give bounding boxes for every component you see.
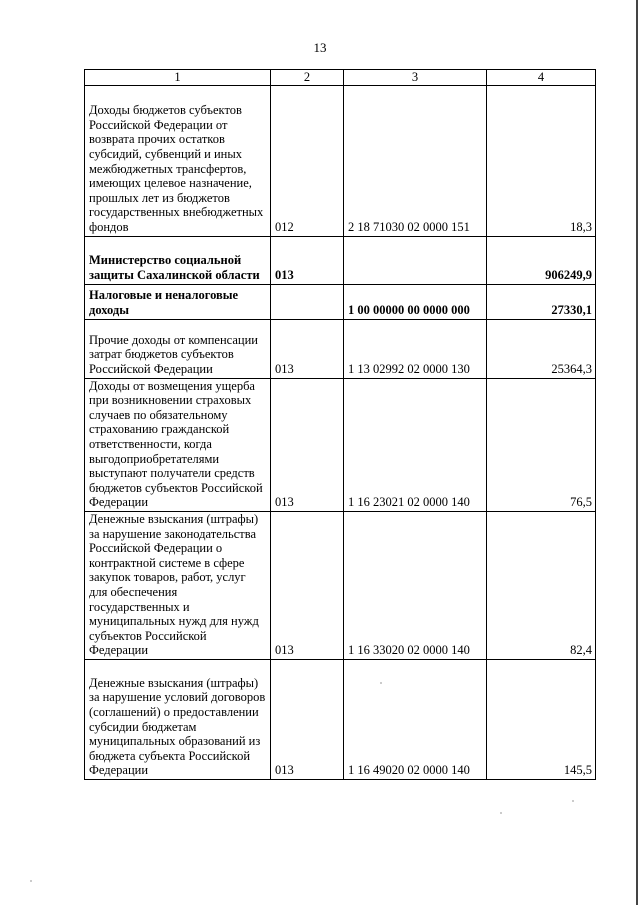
- scan-speck: [572, 800, 574, 802]
- column-header: 1: [85, 70, 271, 86]
- revenue-name-cell: Прочие доходы от компенсации затрат бюджетов субъектов Российской Федерации: [85, 319, 271, 378]
- revenue-table: [84, 69, 596, 780]
- table-row: [85, 659, 596, 779]
- column-header: 2: [271, 70, 344, 86]
- revenue-name-cell: Денежные взыскания (штрафы) за нарушение законодательства Российской Федерации о контрактной системе в сфере закупок товаров, работ, услуг для обеспечения государственных и муниципальных нужд для нужд субъектов Российской Федерации: [85, 511, 271, 659]
- scan-speck: [500, 812, 502, 814]
- budget-code-cell: 2 18 71030 02 0000 151: [344, 85, 487, 236]
- revenue-name-cell: Доходы бюджетов субъектов Российской Федерации от возврата прочих остатков субсидий, субвенций и иных межбюджетных трансфертов, имеющих целевое назначение, прошлых лет из бюджетов государственных внебюджетных фондов: [85, 85, 271, 236]
- admin-code-cell: 012: [271, 85, 344, 236]
- amount-cell: 906249,9: [487, 236, 596, 284]
- amount-cell: 76,5: [487, 378, 596, 511]
- page-number: 13: [313, 40, 327, 55]
- column-header: 4: [487, 70, 596, 86]
- amount-cell: 145,5: [487, 659, 596, 779]
- revenue-name-cell: Денежные взыскания (штрафы) за нарушение условий договоров (соглашений) о предоставлении субсидии бюджетам муниципальных образований из бюджета субъекта Российской Федерации: [85, 659, 271, 779]
- table-row: [85, 85, 596, 236]
- admin-code-cell: 013: [271, 511, 344, 659]
- header-row: [85, 70, 596, 86]
- budget-code-cell: [344, 236, 487, 284]
- table-row: [85, 236, 596, 284]
- table-row: [85, 378, 596, 511]
- budget-code-cell: 1 16 23021 02 0000 140: [344, 378, 487, 511]
- budget-code-cell: 1 13 02992 02 0000 130: [344, 319, 487, 378]
- table-row: [85, 284, 596, 319]
- admin-code-cell: 013: [271, 659, 344, 779]
- revenue-name-cell: Доходы от возмещения ущерба при возникновении страховых случаев по обязательному страхованию гражданской ответственности, когда выгодоприобретателями выступают получатели средств бюджетов субъектов Российской Федерации: [85, 378, 271, 511]
- budget-code-cell: 1 16 49020 02 0000 140: [344, 659, 487, 779]
- table-row: [85, 319, 596, 378]
- admin-code-cell: 013: [271, 319, 344, 378]
- table-row: [85, 511, 596, 659]
- budget-code-cell: 1 16 33020 02 0000 140: [344, 511, 487, 659]
- column-header: 3: [344, 70, 487, 86]
- budget-code-cell: 1 00 00000 00 0000 000: [344, 284, 487, 319]
- revenue-name-cell: Министерство социальной защиты Сахалинской области: [85, 236, 271, 284]
- admin-code-cell: 013: [271, 236, 344, 284]
- amount-cell: 25364,3: [487, 319, 596, 378]
- scan-edge-line: [636, 0, 638, 905]
- scan-speck: [380, 682, 382, 684]
- scan-speck: [30, 880, 32, 882]
- admin-code-cell: 013: [271, 378, 344, 511]
- amount-cell: 18,3: [487, 85, 596, 236]
- amount-cell: 82,4: [487, 511, 596, 659]
- amount-cell: 27330,1: [487, 284, 596, 319]
- revenue-name-cell: Налоговые и неналоговые доходы: [85, 284, 271, 319]
- admin-code-cell: [271, 284, 344, 319]
